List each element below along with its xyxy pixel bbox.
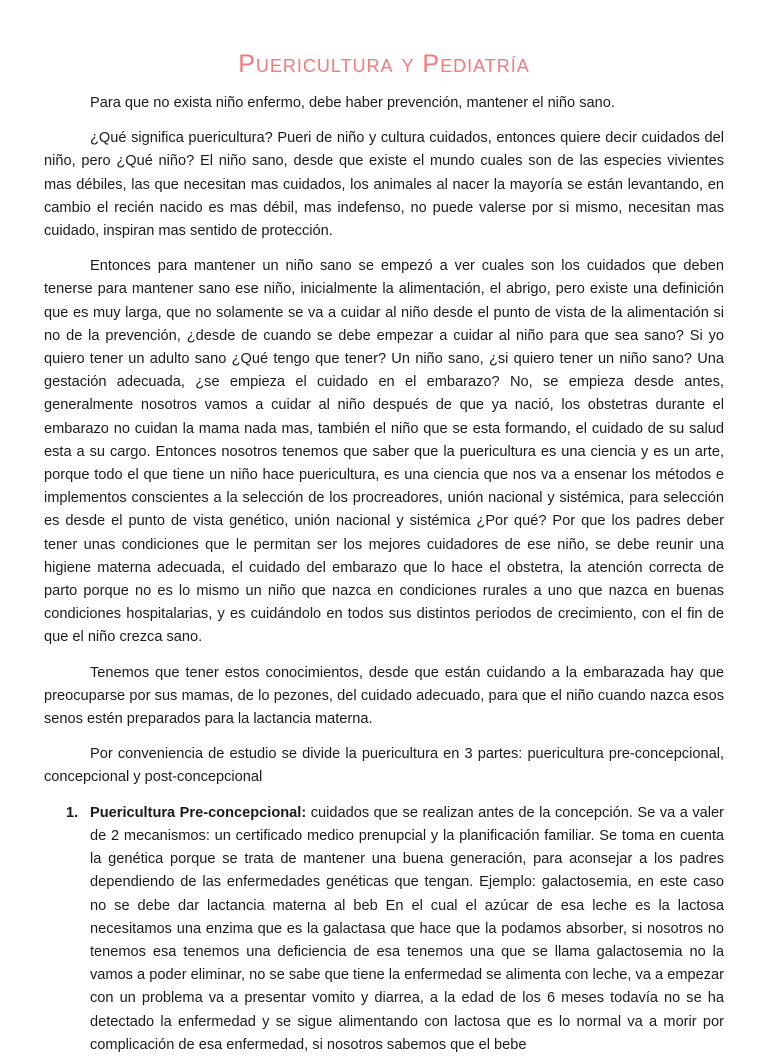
- document-title: Puericultura y Pediatría: [238, 50, 530, 78]
- list-item: [44, 802, 724, 1057]
- list-item-number: 1.: [66, 804, 79, 821]
- paragraph-care: Entonces para mantener un niño sano se empezó a ver cuales son los cuidados que deben tenerse para mantener sano ese niño, inicialmente la alimentación, el abrigo, pero existe una definición que es muy larga, que no solamente se va a cuidar al niño desde el punto de vista de la alimentación si no de la prevención, ¿desde de cuando se debe empezar a cuidar al niño para que sea sano? Si yo quiero tener un adulto sano ¿Qué tengo que tener? Un niño sano, ¿si quiero tener un niño sano? Una gestación adecuada, ¿se empieza el cuidado en el embarazo? No, se empieza desde antes, generalmente nosotros vamos a cuidar al niño después de que ya nació, los obstetras durante el embarazo no cuidan la mama nada mas, también el niño que se esta formando, el cuidado de su salud esta a su cargo. Entonces nosotros tenemos que saber que la puericultura es una ciencia y es un arte, porque todo el que tiene un niño hace puericultura, es una ciencia que nos va a ensenar los métodos e implementos conscientes a la selección de los procreadores, unión nacional y sistémica, para selección es desde el punto de vista genético, unión nacional y sistémica ¿Por qué? Por que los padres deber tener unas condiciones que le permitan ser los mejores cuidadores de ese niño, se debe reunir una higiene materna adecuada, el cuidado del embarazo que lo hace el obstetra, la atención correcta de parto porque no es lo mismo un niño que nazca en condiciones rurales a uno que nazca en buenas condiciones hospitalarias, y es cuidándolo en todos sus distintos periodos de crecimiento, con el fin de que el niño crezca sano.: [44, 258, 724, 646]
- document-page: [44, 48, 724, 1057]
- sections-list: [44, 802, 724, 1057]
- list-item-term: Puericultura Pre-concepcional:: [90, 804, 307, 821]
- paragraph-knowledge: Tenemos que tener estos conocimientos, desde que están cuidando a la embarazada hay que preocuparse por sus mamas, de lo pezones, del cuidado adecuado, para que el niño cuando nazca esos senos estén preparados para la lactancia materna.: [44, 664, 724, 728]
- paragraph-division: Por conveniencia de estudio se divide la puericultura en 3 partes: puericultura pre-concepcional, concepcional y post-concepcional: [44, 746, 724, 786]
- list-item-text: cuidados que se realizan antes de la concepción. Se va a valer de 2 mecanismos: un certificado medico prenupcial y la planificación familiar. Se toma en cuenta la genética porque se trata de mantener una buena generación, para aconsejar a los padres dependiendo de las enfermedades genéticas que tengan. Ejemplo: galactosemia, en este caso no se debe dar lactancia materna al beb En el cual el azúcar de esa leche es la lactosa necesitamos una enzima que es la galactasa que hace que la podamos absorber, si nosotros no tenemos esa tenemos una deficiencia de esa tenemos una que se llama galactosemia no la vamos a poder eliminar, no se sabe que tiene la enfermedad se alimenta con leche, va a empezar con un problema va a presentar vomito y diarrea, a la edad de los 6 meses todavía no se ha detectado la enfermedad y se sigue alimentando con lactosa que es lo normal va a morir por complicación de esa enfermedad, si nosotros sabemos que el bebe: [90, 804, 724, 1053]
- paragraph-intro: Para que no exista niño enfermo, debe haber prevención, mantener el niño sano.: [90, 95, 615, 111]
- paragraph-definition: ¿Qué significa puericultura? Pueri de niño y cultura cuidados, entonces quiere decir cuidados del niño, pero ¿Qué niño? El niño sano, desde que existe el mundo cuales son de las especies vivientes mas débiles, las que necesitan mas cuidados, los animales al nacer la mayoría se están levantando, en cambio el recién nacido es mas débil, mas indefenso, no puede valerse por si mismo, necesitan mas cuidado, inspiran mas sentido de protección.: [44, 130, 724, 240]
